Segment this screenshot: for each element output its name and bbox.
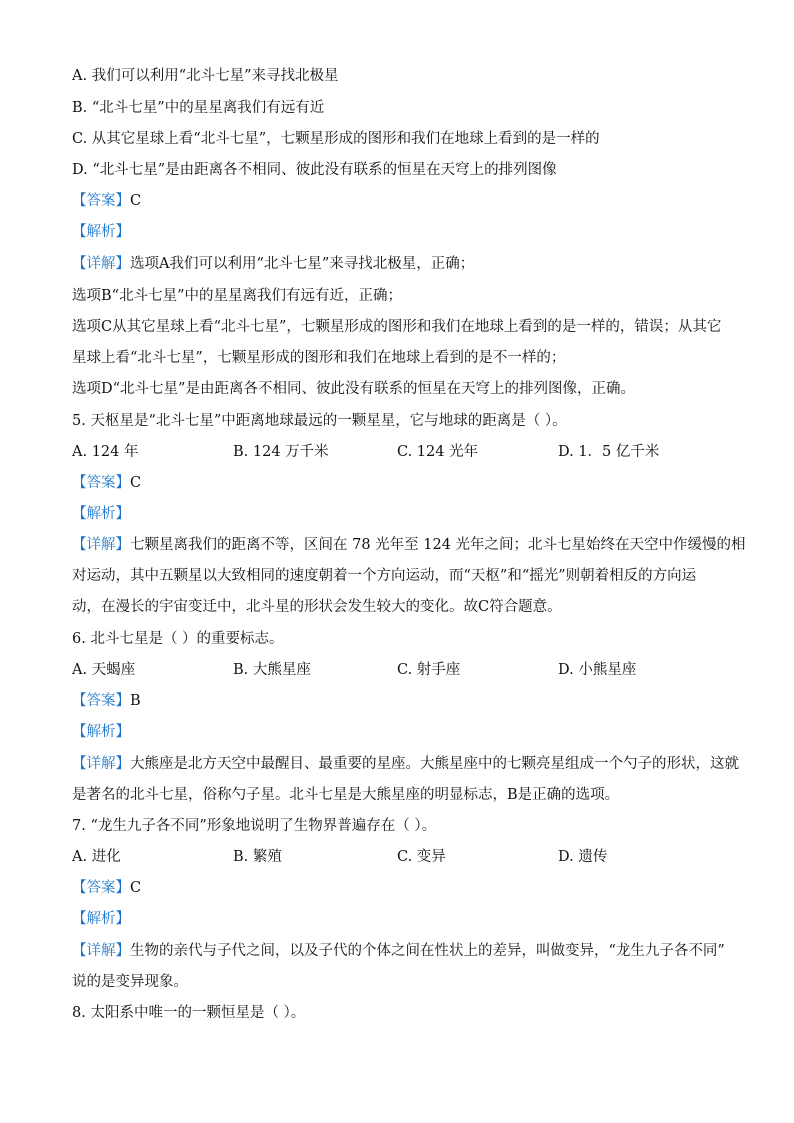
answer-value: B	[130, 693, 141, 709]
analysis-tag: 【解析】	[72, 506, 130, 522]
q5-detail-line-3: 动，在漫长的宇宙变迁中，北斗星的形状会发生较大的变化。故C符合题意。	[72, 599, 562, 615]
q6-stem: 6. 北斗七星是（ ）的重要标志。	[72, 631, 284, 647]
q6-option-c: C. 射手座	[397, 662, 461, 678]
detail-text: 生物的亲代与子代之间，以及子代的个体之间在性状上的差异，叫做变异，“龙生九子各不同”	[130, 943, 725, 959]
q4-detail-line-1	[72, 254, 732, 274]
q8-stem: 8. 太阳系中唯一的一颗恒星是（ ）。	[72, 1005, 306, 1021]
q5-analysis-heading	[72, 504, 732, 524]
detail-tag: 【详解】	[72, 256, 130, 272]
q7-stem: 7. “龙生九子各不同”形象地说明了生物界普遍存在（ ）。	[72, 818, 437, 834]
q4-analysis-heading	[72, 222, 732, 242]
q6-answer	[72, 691, 732, 711]
q4-option-b: B. “北斗七星”中的星星离我们有远有近	[72, 100, 325, 116]
q5-stem: 5. 天枢星是“北斗七星”中距离地球最远的一颗星星，它与地球的距离是（ ）。	[72, 413, 567, 429]
answer-tag: 【答案】	[72, 475, 130, 491]
detail-tag: 【详解】	[72, 943, 130, 959]
q4-detail-line-3: 选项C从其它星球上看“北斗七星”，七颗星形成的图形和我们在地球上看到的是一样的，错误；从其它	[72, 319, 722, 335]
q5-option-b: B. 124 万千米	[233, 444, 329, 460]
q7-analysis-heading	[72, 909, 732, 929]
detail-tag: 【详解】	[72, 756, 130, 772]
detail-text: 选项A我们可以利用“北斗七星”来寻找北极星，正确；	[130, 256, 475, 272]
answer-value: C	[130, 193, 142, 209]
q4-detail-line-2: 选项B“北斗七星”中的星星离我们有远有近，正确；	[72, 288, 402, 304]
q5-option-c: C. 124 光年	[397, 444, 479, 460]
q5-detail-line-1	[72, 535, 746, 555]
q5-answer	[72, 473, 732, 493]
q7-detail-line-2: 说的是变异现象。	[72, 974, 188, 990]
q6-option-a: A. 天蝎座	[72, 662, 136, 678]
answer-value: C	[130, 880, 142, 896]
q7-option-b: B. 繁殖	[233, 849, 282, 865]
detail-text: 大熊座是北方天空中最醒目、最重要的星座。大熊星座中的七颗亮星组成一个勺子的形状，这就	[130, 756, 739, 772]
q5-detail-line-2: 对运动，其中五颗星以大致相同的速度朝着一个方向运动，而“天枢”和“摇光”则朝着相反的方向运	[72, 568, 697, 584]
detail-tag: 【详解】	[72, 537, 130, 553]
analysis-tag: 【解析】	[72, 911, 130, 927]
q5-option-a: A. 124 年	[72, 444, 139, 460]
analysis-tag: 【解析】	[72, 224, 130, 240]
answer-tag: 【答案】	[72, 193, 130, 209]
q4-option-a: A. 我们可以利用“北斗七星”来寻找北极星	[72, 68, 339, 84]
q4-option-c: C. 从其它星球上看“北斗七星”，七颗星形成的图形和我们在地球上看到的是一样的	[72, 131, 600, 147]
q7-answer	[72, 878, 732, 898]
q4-answer	[72, 191, 732, 211]
answer-value: C	[130, 475, 142, 491]
q7-detail-line-1	[72, 941, 732, 961]
q5-option-d: D. 1．5 亿千米	[558, 444, 660, 460]
q7-option-a: A. 进化	[72, 849, 121, 865]
answer-tag: 【答案】	[72, 880, 130, 896]
q6-detail-line-1	[72, 754, 739, 774]
q6-option-b: B. 大熊星座	[233, 662, 311, 678]
q7-option-c: C. 变异	[397, 849, 446, 865]
q6-option-d: D. 小熊星座	[558, 662, 637, 678]
q6-detail-line-2: 是著名的北斗七星，俗称勺子星。北斗七星是大熊星座的明显标志，B是正确的选项。	[72, 787, 620, 803]
answer-tag: 【答案】	[72, 693, 130, 709]
q4-detail-line-5: 选项D“北斗七星”是由距离各不相同、彼此没有联系的恒星在天穹上的排列图像，正确。	[72, 381, 635, 397]
q4-option-d: D. “北斗七星”是由距离各不相同、彼此没有联系的恒星在天穹上的排列图像	[72, 162, 557, 178]
detail-text: 七颗星离我们的距离不等，区间在 78 光年至 124 光年之间；北斗七星始终在天空中作缓慢的相	[130, 537, 746, 553]
q6-analysis-heading	[72, 722, 732, 742]
q7-option-d: D. 遗传	[558, 849, 608, 865]
analysis-tag: 【解析】	[72, 724, 130, 740]
q4-detail-line-4: 星球上看“北斗七星”，七颗星形成的图形和我们在地球上看到的是不一样的；	[72, 350, 566, 366]
